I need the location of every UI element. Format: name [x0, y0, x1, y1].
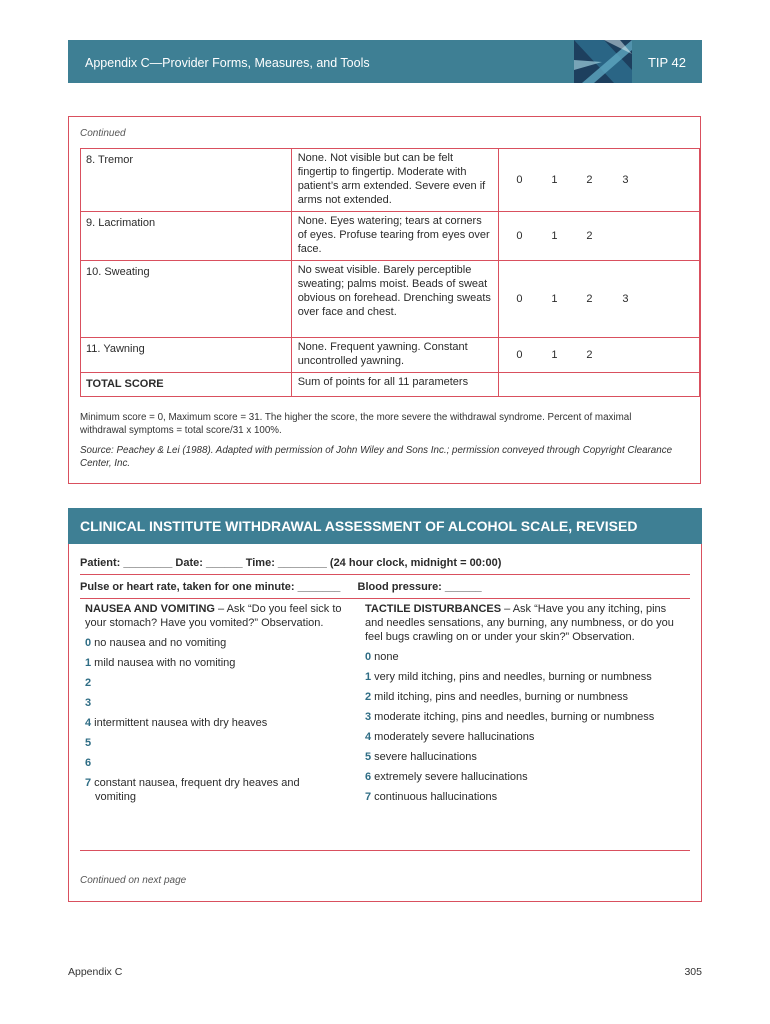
continued-next-label: Continued on next page: [80, 875, 187, 886]
criterion-description: None. Eyes watering; tears at corners of eyes. Profuse tearing from eyes over face.: [291, 212, 499, 261]
score-number: 0: [365, 651, 372, 663]
score-value: 0: [516, 230, 523, 242]
score-description: continuous hallucinations: [371, 791, 498, 803]
list-item: [85, 716, 343, 730]
score-description: extremely severe hallucinations: [371, 771, 528, 783]
pulse-field: Pulse or heart rate, taken for one minute: _______: [80, 581, 341, 593]
nausea-prompt: – Ask “Do you feel sick to your stomach? Have you vomited?” Observation.: [85, 603, 342, 629]
nausea-section: [85, 602, 343, 810]
list-item: [365, 690, 680, 704]
total-score-label: TOTAL SCORE: [81, 373, 292, 397]
list-item: [85, 636, 343, 650]
score-description: severe hallucinations: [371, 751, 477, 763]
score-description: very mild itching, pins and needles, burning or numbness: [371, 671, 652, 683]
table-row: [81, 212, 700, 261]
list-item: [365, 670, 680, 684]
criterion-name: 9. Lacrimation: [81, 212, 292, 261]
score-description: constant nausea, frequent dry heaves and vomiting: [91, 777, 300, 803]
criterion-name: 11. Yawning: [81, 338, 292, 373]
list-item: [365, 770, 680, 784]
score-number: 4: [365, 731, 372, 743]
list-item: [85, 756, 343, 770]
score-value: 3: [622, 174, 629, 186]
score-value: 1: [551, 349, 558, 361]
total-score-description: Sum of points for all 11 parameters: [291, 373, 499, 397]
score-value: 3: [622, 293, 629, 305]
list-item: [365, 750, 680, 764]
score-value: 2: [586, 349, 593, 361]
list-item: [85, 696, 343, 710]
score-description: mild itching, pins and needles, burning or numbness: [371, 691, 628, 703]
vitals-line: [80, 578, 690, 599]
ciwa-title: CLINICAL INSTITUTE WITHDRAWAL ASSESSMENT OF ALCOHOL SCALE, REVISED: [68, 508, 702, 544]
criterion-description: No sweat visible. Barely perceptible sweating; palms moist. Beads of sweat obvious on forehead. Drenching sweats over face and chest.: [291, 261, 499, 338]
criterion-description: None. Not visible but can be felt fingertip to fingertip. Moderate with patient’s arm extended. Severe even if arms not extended.: [291, 149, 499, 212]
blood-pressure-field: Blood pressure: ______: [357, 581, 482, 593]
score-number: 7: [85, 777, 92, 789]
list-item: [365, 710, 680, 724]
tactile-prompt: – Ask “Have you any itching, pins and needles sensations, any burning, any numbness, or do you feel bugs crawling on or under your skin?” Observation.: [365, 603, 674, 643]
list-item: [85, 776, 343, 804]
score-value: 1: [551, 174, 558, 186]
footer-label: Appendix C: [68, 966, 123, 978]
score-value: 2: [586, 293, 593, 305]
score-value: 1: [551, 293, 558, 305]
source-citation: Source: Peachey & Lei (1988). Adapted with permission of John Wiley and Sons Inc.; permission conveyed through Copyright Clearance Center, Inc.: [80, 445, 673, 469]
score-description: moderately severe hallucinations: [371, 731, 535, 743]
score-options: [499, 261, 700, 338]
score-value: 0: [516, 174, 523, 186]
total-score-field: [499, 373, 700, 397]
tip-label: TIP 42: [647, 55, 686, 70]
criterion-name: 10. Sweating: [81, 261, 292, 338]
score-number: 1: [365, 671, 372, 683]
table-row: [81, 149, 700, 212]
tactile-heading: TACTILE DISTURBANCES: [365, 603, 502, 615]
score-description: none: [371, 651, 399, 663]
table-row: [81, 338, 700, 373]
page-header: [68, 40, 702, 83]
score-note: Minimum score = 0, Maximum score = 31. The higher the score, the more severe the withdrawal syndrome. Percent of maximal withdrawal symptoms = total score/31 x 100%.: [80, 412, 632, 436]
logo-icon: [574, 40, 632, 83]
score-value: 2: [586, 230, 593, 242]
total-row: [81, 373, 700, 397]
list-item: [85, 656, 343, 670]
ciwa-form-box: [68, 508, 702, 902]
score-value: 2: [586, 174, 593, 186]
list-item: [85, 676, 343, 690]
score-number: 0: [85, 637, 92, 649]
section-divider: [80, 850, 690, 851]
list-item: [365, 650, 680, 664]
score-number: 5: [365, 751, 372, 763]
continued-scale-box: [68, 116, 701, 484]
score-number: 2: [85, 677, 92, 689]
score-value: 1: [551, 230, 558, 242]
score-value: 0: [516, 349, 523, 361]
tactile-section: [365, 602, 680, 810]
table-row: [81, 261, 700, 338]
score-number: 6: [365, 771, 372, 783]
score-number: 3: [85, 697, 92, 709]
score-number: 6: [85, 757, 92, 769]
tactile-intro: [365, 602, 680, 644]
score-options: [499, 338, 700, 373]
continued-label: Continued: [80, 128, 126, 139]
criterion-description: None. Frequent yawning. Constant uncontrolled yawning.: [291, 338, 499, 373]
page-number: 305: [684, 966, 702, 978]
score-description: intermittent nausea with dry heaves: [91, 717, 268, 729]
score-description: moderate itching, pins and needles, burning or numbness: [371, 711, 655, 723]
score-value: 0: [516, 293, 523, 305]
score-options: [499, 212, 700, 261]
nausea-intro: [85, 602, 343, 630]
score-number: 2: [365, 691, 372, 703]
criterion-name: 8. Tremor: [81, 149, 292, 212]
scale-table: [80, 148, 700, 397]
score-options: [499, 149, 700, 212]
score-description: no nausea and no vomiting: [91, 637, 227, 649]
nausea-heading: NAUSEA AND VOMITING: [85, 603, 215, 615]
score-number: 5: [85, 737, 92, 749]
list-item: [365, 790, 680, 804]
score-number: 4: [85, 717, 92, 729]
score-number: 3: [365, 711, 372, 723]
score-number: 7: [365, 791, 372, 803]
score-number: 1: [85, 657, 92, 669]
list-item: [365, 730, 680, 744]
score-description: mild nausea with no vomiting: [91, 657, 236, 669]
header-title: Appendix C—Provider Forms, Measures, and Tools: [85, 56, 370, 70]
list-item: [85, 736, 343, 750]
patient-info-line: Patient: ________ Date: ______ Time: ________ (24 hour clock, midnight = 00:00): [80, 554, 690, 575]
